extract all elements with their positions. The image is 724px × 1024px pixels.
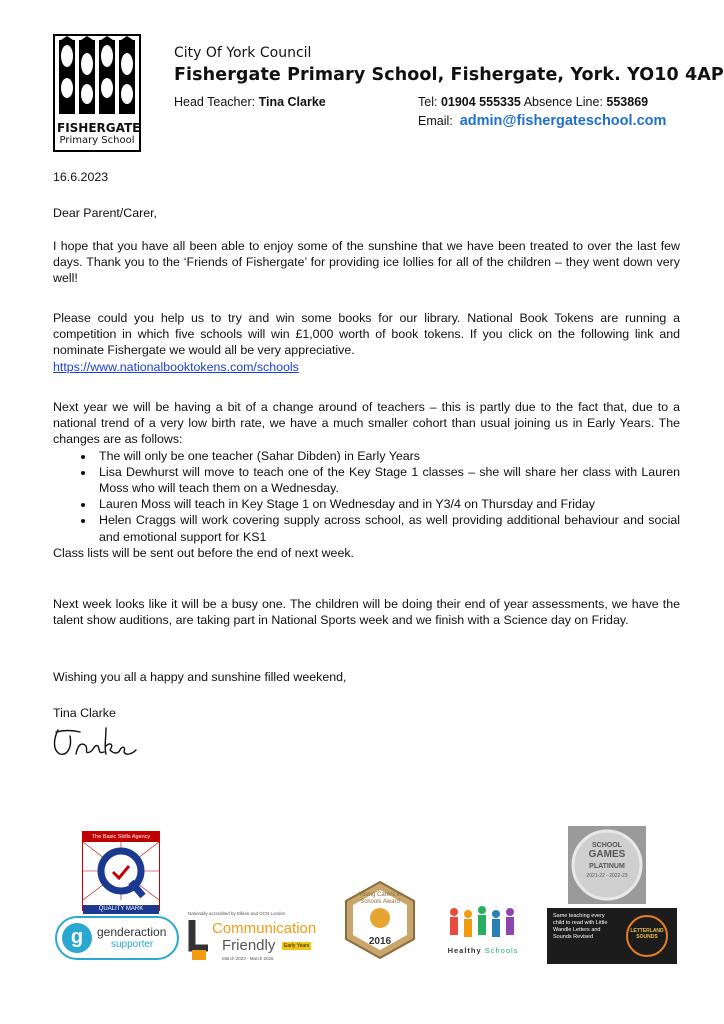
tel-number: 01904 555335: [440, 95, 521, 109]
paragraph-teacher-changes: [53, 399, 680, 561]
games-platinum: PLATINUM: [589, 863, 625, 870]
comm-early-years-tag: Early Years: [284, 943, 310, 949]
book-tokens-text: Please could you help us to try and win some books for our library. National Book Tokens are running a competition in which five schools will win £1,000 worth of book tokens. If you click on the following link and nominate Fishergate we would all be very appreciative.: [53, 311, 680, 358]
logo-text: [57, 121, 141, 146]
signature-icon: [50, 724, 150, 760]
absence-label: Absence Line:: [523, 95, 603, 109]
letterland-brand: LETTERLAND SOUNDS: [630, 928, 664, 940]
list-item: • The will only be one teacher (Sahar Dibden) in Early Years: [95, 448, 680, 464]
tel-label: Tel:: [418, 95, 438, 109]
schools-word: Schools: [484, 946, 519, 955]
paragraph-next-week: Next week looks like it will be a busy one. The children will be doing their end of year assessments, we have the talent show auditions, are taking part in National Sports week and we finish with a Science day on Friday.: [53, 597, 680, 628]
gender-g-icon: g: [62, 923, 92, 953]
email-line: [418, 113, 666, 129]
letters-sounds-text: Same teaching every child to read with Little Wandle Letters and Sounds Revised: [553, 913, 608, 940]
paragraph-sunshine: I hope that you have all been able to enjoy some of the sunshine that we have been treated to over the last few days. Thank you to the ‘Friends of Fishergate’ for providing ice lollies for all of the children – they went down very well!: [53, 239, 680, 286]
teacher-changes-list: [53, 448, 680, 545]
paragraph-wishes: Wishing you all a happy and sunshine filled weekend,: [53, 670, 347, 684]
games-text: [568, 842, 646, 879]
letter-date: 16.6.2023: [53, 170, 109, 184]
logo-text-line-2: Primary School: [59, 135, 135, 146]
genderaction-badge: [55, 916, 179, 960]
healthy-schools-text: [438, 946, 528, 955]
games-school: SCHOOL: [592, 842, 622, 849]
logo-text-line-1: FISHERGATE: [57, 121, 141, 135]
school-games-platinum-badge: [568, 826, 646, 904]
games-years: 2021-22 · 2022-23: [586, 873, 628, 879]
council-name: City Of York Council: [174, 45, 312, 61]
quality-q-icon: [83, 842, 159, 900]
handwritten-signature: [50, 724, 150, 765]
young-carers-text: Young Carers in Schools Award: [358, 892, 402, 905]
head-teacher: [174, 95, 326, 109]
young-carers-year: 2016: [368, 936, 392, 947]
head-teacher-label: Head Teacher:: [174, 95, 256, 109]
paragraph-book-tokens: [53, 310, 680, 375]
absence-number: 553869: [606, 95, 649, 109]
young-carers-badge: [340, 880, 420, 960]
quality-mark-top: The Basic Skills Agency: [83, 832, 159, 842]
salutation: Dear Parent/Carer,: [53, 206, 157, 220]
letters-and-sounds-badge: [547, 908, 677, 964]
head-teacher-name: Tina Clarke: [258, 95, 326, 109]
healthy-people-icon: [436, 904, 528, 944]
telephone-line: [418, 95, 648, 109]
list-item: • Lauren Moss will teach in Key Stage 1 on Wednesday and in Y3/4 on Thursday and Friday: [95, 496, 680, 512]
email-label: Email:: [418, 114, 453, 128]
comm-word-1: Communication: [212, 920, 317, 937]
email-address[interactable]: admin@fishergateschool.com: [459, 113, 667, 129]
healthy-word: Healthy: [447, 946, 482, 955]
games-games: GAMES: [588, 849, 626, 860]
genderaction-supporter: supporter: [111, 939, 154, 950]
comm-c-icon: [188, 920, 210, 960]
communication-friendly-badge: [186, 910, 326, 964]
comm-accredited-text: Nationally accredited by Elklan and OCN London: [188, 911, 286, 916]
genderaction-text: genderaction: [97, 925, 167, 939]
list-item: • Lisa Dewhurst will move to teach one of the Key Stage 1 classes – she will share her class with Lauren Moss who will teach them on a Wednesday.: [95, 464, 680, 496]
book-tokens-link[interactable]: https://www.nationalbooktokens.com/schools: [53, 359, 299, 374]
school-address: Fishergate Primary School, Fishergate, York. YO10 4AP: [174, 65, 724, 85]
healthy-schools-badge: [436, 904, 528, 960]
school-logo: [53, 34, 141, 152]
comm-word-2: Friendly: [222, 937, 276, 954]
list-item: • Helen Craggs will work covering supply across school, as well providing additional behaviour and social and emotional support for KS1: [95, 512, 680, 544]
signoff-name: Tina Clarke: [53, 706, 116, 720]
comm-dates: March 2023 - March 2026: [222, 956, 274, 961]
quality-mark-badge: [82, 831, 160, 911]
teacher-changes-intro: Next year we will be having a bit of a change around of teachers – this is partly due to the fact that, due to a national trend of a very low birth rate, we have a much smaller cohort than usual joining us in Early Years. The changes are as follows:: [53, 400, 680, 447]
quality-mark-bottom: QUALITY MARK: [83, 905, 159, 914]
class-lists-note: Class lists will be sent out before the end of next week.: [53, 545, 354, 560]
